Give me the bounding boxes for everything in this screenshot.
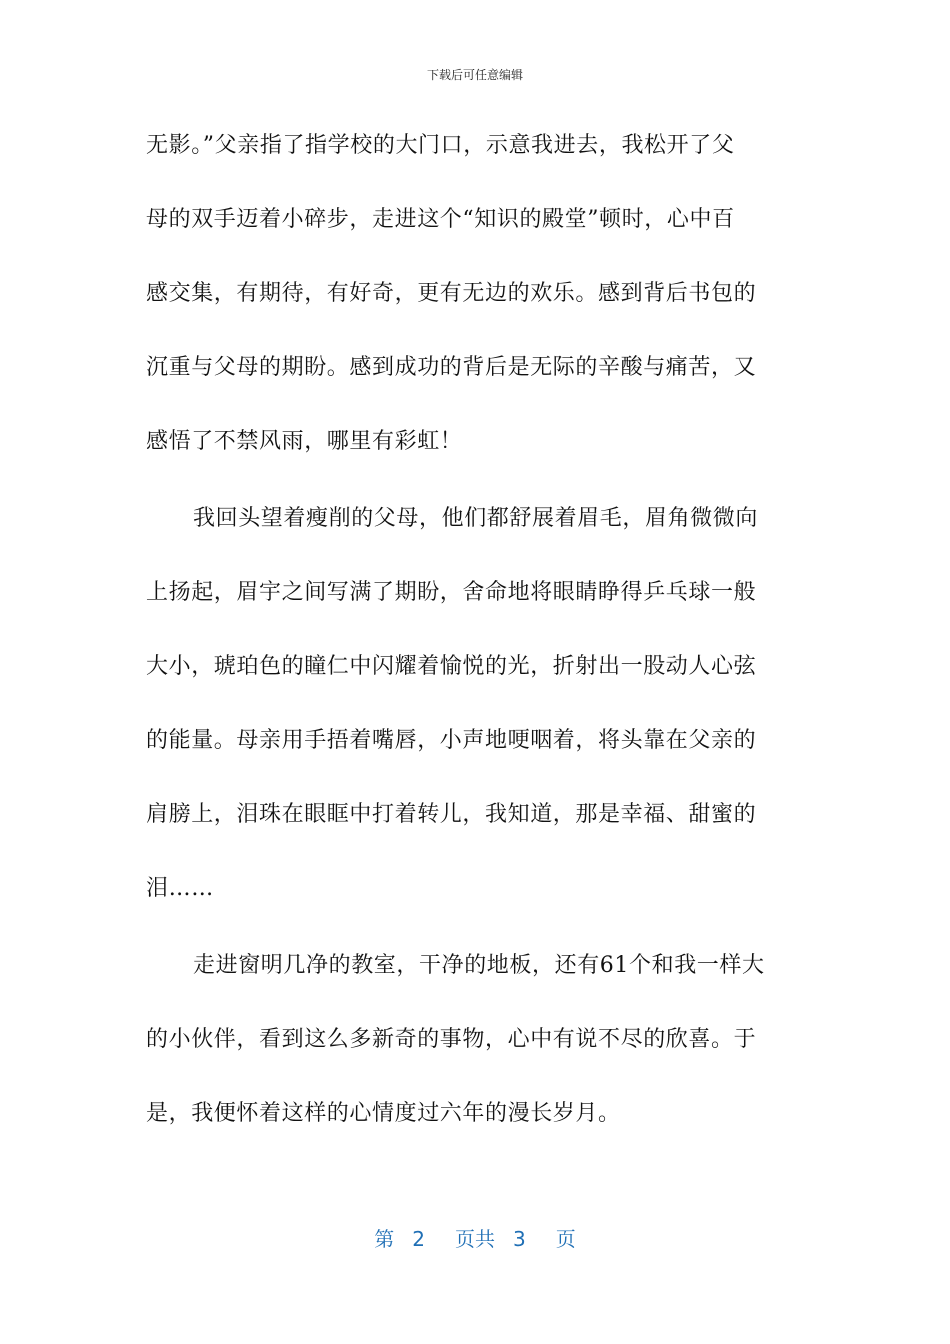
paragraph-1-line-4: 沉重与父母的期盼。感到成功的背后是无际的辛酸与痛苦，又: [146, 355, 757, 380]
paragraph-2-line-1: 我回头望着瘦削的父母，他们都舒展着眉毛，眉角微微向: [193, 506, 759, 531]
paragraph-2-line-4: 的能量。母亲用手捂着嘴唇，小声地哽咽着，将头靠在父亲的: [146, 728, 757, 753]
footer-label-page: 第: [374, 1227, 395, 1251]
paragraph-3-line-2: 的小伙伴，看到这么多新奇的事物，心中有说不尽的欣喜。于: [146, 1027, 757, 1052]
paragraph-1-line-3: 感交集，有期待，有好奇，更有无边的欢乐。感到背后书包的: [146, 281, 757, 306]
paragraph-3-line-3: 是，我便怀着这样的心情度过六年的漫长岁月。: [146, 1101, 621, 1126]
paragraph-3-line-1: 走进窗明几净的教室，干净的地板，还有61个和我一样大: [193, 953, 765, 978]
paragraph-1-line-5: 感悟了不禁风雨，哪里有彩虹！: [146, 429, 463, 454]
footer-total-pages: 3: [513, 1227, 526, 1251]
paragraph-1-line-1: 无影。”父亲指了指学校的大门口，示意我进去，我松开了父: [146, 133, 735, 158]
page-number-footer: [0, 1226, 950, 1252]
paragraph-2-line-3: 大小，琥珀色的瞳仁中闪耀着愉悦的光，折射出一股动人心弦: [146, 654, 757, 679]
paragraph-1-line-2: 母的双手迈着小碎步，走进这个“知识的殿堂”顿时，心中百: [146, 207, 735, 232]
footer-label-of: 页共: [455, 1227, 495, 1251]
footer-label-pages: 页: [555, 1227, 576, 1251]
page-header-note: 下载后可任意编辑: [426, 68, 523, 82]
paragraph-2-line-5: 肩膀上，泪珠在眼眶中打着转儿，我知道，那是幸福、甜蜜的: [146, 802, 757, 827]
paragraph-2-line-2: 上扬起，眉宇之间写满了期盼，舍命地将眼睛睁得乒乓球一般: [146, 580, 757, 605]
paragraph-2-line-6: 泪……: [146, 876, 214, 901]
footer-current-page: 2: [412, 1227, 425, 1251]
